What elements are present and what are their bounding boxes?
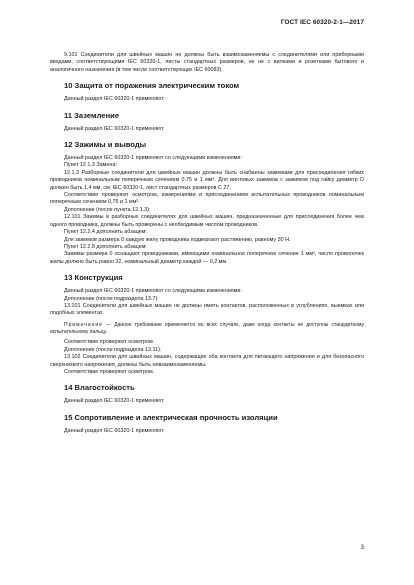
document-body (50, 52, 364, 435)
clause-9-101: 9.101 Соединители для швейных машин не должны быть взаимозаменяемы с соединителями или приборными вводами, соответствующими IEC 60320-1, листы стандартных размеров, не не с вилками и розетками бытового и аналогичного назначения (в том числе соответствующих IEC 60083). (50, 52, 364, 73)
section-15-text: Данный раздел IEC 60320-1 применяют. (64, 427, 165, 434)
clause-12-addition: Дополнение (после пункта 12.1.3): (64, 206, 151, 213)
note-text: — Данное требование применяется во всех случаях, даже когда контакты не доступны стандартному испытательному пальцу. (50, 321, 364, 335)
clause-12-1-3-check: Соответствие проверяют осмотром, измерениями и присоединением испытательных проводников номинальным поперечным сечением 0,75 и 1 мм². (50, 192, 364, 206)
section-heading-12: 12 Зажимы и выводы (64, 140, 147, 150)
clause-12-1-3: 12.1.3 Разборные соединители для швейных машин должны быть снабжены зажимами для присоединения гибких проводников номинальным поперечным сечением 0,75 и 1 мм². Для винтовых зажимов с зажимом под гайку диаметр D должен быть 1,4 мм, см. IEC 60320-1, лист стандартных размеров С 27. (50, 169, 364, 191)
clause-12-2-4-text: Для зажимов размера 0 каждую жилу проводника подвергают растяжению, равному 30 Н. (64, 236, 291, 243)
section-11-text: Данный раздел IEC 60320-1 применяют. (64, 125, 165, 132)
section-heading-11: 11 Заземление (64, 110, 120, 120)
clause-12-2-8: Пункт 12.2.8 дополнить абзацем: (64, 243, 147, 250)
section-14-text: Данный раздел IEC 60320-1 применяют. (64, 398, 165, 405)
clause-12-101: 12.101 Зажимы в разборных соединителях для швейных машин, предназначенные для присоединения более чем одного проводника, должны быть проверены с необходимым числом проводников. (50, 214, 364, 228)
section-12-item-replace: Пункт 12.1.3 Замена: (64, 162, 117, 169)
clause-12-2-8-text: Зажимы размера 0 оснащают проводниками, имеющими номинальное поперечное сечение 1 мм², число проволочек жилы должно быть равно 32, номинальный диаметр каждой — 0,2 мм. (50, 251, 364, 265)
section-10-text: Данный раздел IEC 60320-1 применяют. (64, 96, 165, 103)
section-12-intro: Данный раздел IEC 60320-1 применяют со следующими изменениями: (64, 155, 242, 162)
clause-13-101: 13.101 Соединители для швейных машин не должны иметь контактов, расположенных в углублениях, выемках или подобных элементах. (50, 302, 364, 317)
section-heading-14: 14 Влагостойкость (64, 383, 135, 393)
section-13-addition-2: Дополнение (после подраздела 13.11). (64, 346, 162, 353)
clause-13-102: 13.102 Соединители для швейных машин, содержащие оба контакта для питающего напряжения и для безопасного сверхнизкого напряжения, должны быть невзаимозаменяемы. (50, 354, 364, 368)
page-number: 3 (360, 544, 364, 551)
clause-12-2-4: Пункт 12.2.4 дополнить абзацем: (64, 229, 147, 236)
section-13-intro: Данный раздел IEC 60320-1 применяют со следующими изменениями: (64, 288, 242, 295)
section-13-addition: Дополнение (после подраздела 13.7): (64, 295, 159, 302)
document-code-header: ГОСТ IEC 60320-2-1—2017 (280, 19, 364, 26)
section-heading-10: 10 Защита от поражения электрическим током (64, 81, 240, 91)
note-paragraph (50, 322, 364, 336)
section-heading-13: 13 Конструкция (64, 273, 123, 283)
section-heading-15: 15 Сопротивление и электрическая прочность изоляции (64, 412, 278, 422)
clause-13-check-2: Соответствие проверяют осмотром. (64, 368, 155, 375)
note-label: Примечание (64, 321, 103, 328)
clause-13-check-1: Соответствие проверяют осмотром. (64, 339, 155, 346)
